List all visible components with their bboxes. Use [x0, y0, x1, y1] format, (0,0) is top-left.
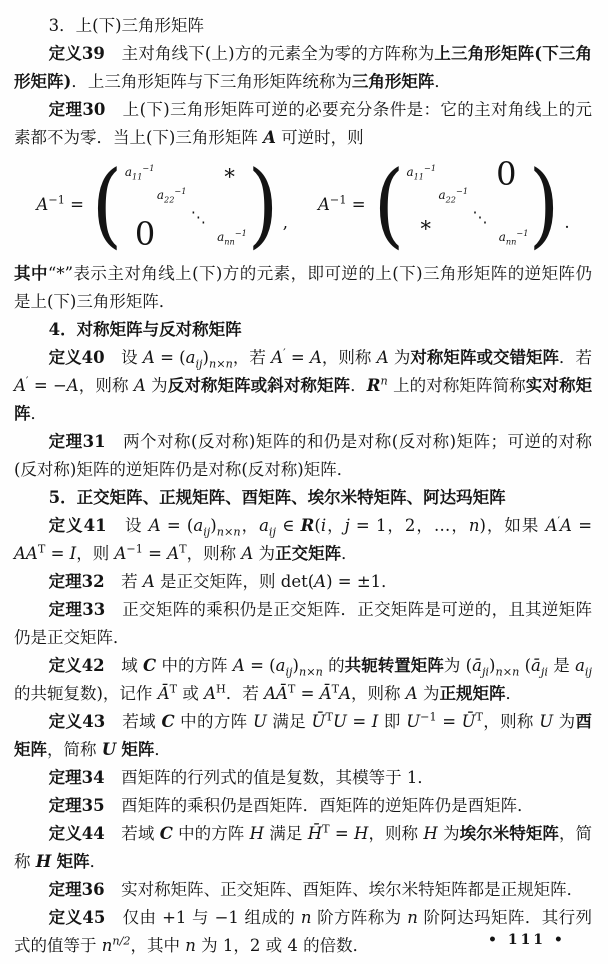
text-run: A — [204, 684, 217, 703]
text-run: 阶方阵称为 — [311, 908, 408, 927]
matrix-symbol: A — [36, 195, 49, 214]
text-run: A — [405, 684, 418, 703]
equals-sign: = — [64, 195, 84, 214]
text-run: T — [37, 542, 46, 556]
text-run: ．若 — [559, 348, 593, 367]
text-run: = — [285, 348, 310, 367]
text-run: ． — [350, 376, 367, 395]
theorem-35 — [14, 792, 592, 820]
theorem-33 — [14, 596, 592, 652]
text-run: 定理32 — [48, 572, 105, 591]
text-run: 两个对称(反对称)矩阵的和仍是对称(反对称)矩阵；可逆的对称(反对称)矩阵的逆矩阵仍是对称(反对称)矩阵． — [14, 432, 593, 479]
text-run: = — [571, 516, 593, 535]
theorem-36 — [14, 876, 592, 904]
text-run: C — [161, 712, 175, 731]
text-run: 满足 — [266, 712, 312, 731]
text-run: U — [101, 740, 117, 759]
text-run: 定义45 — [48, 908, 106, 927]
text-run: 可逆时，则 — [275, 128, 364, 147]
text-run: 为 — [437, 824, 460, 843]
text-run: “*”表示主对角线上(下)方的元素，即可逆的上(下)三角形矩阵的逆矩阵仍是上(下)三角形矩阵． — [14, 264, 593, 311]
text-run: = — [45, 544, 70, 563]
text-run: ji — [481, 665, 490, 679]
text-run: 主对角线下(上)方的元素全为零的方阵称为 — [104, 44, 435, 63]
close-paren: ) — [529, 151, 560, 258]
text-run: 矩阵 — [121, 740, 155, 759]
text-run: Ā — [319, 684, 332, 703]
text-run: ，则称 — [78, 376, 134, 395]
text-run: ，则称 — [321, 348, 377, 367]
text-run: 定理30 — [48, 100, 106, 119]
text-run: n/2 — [112, 934, 131, 948]
text-run: a — [275, 656, 286, 675]
formula-lhs: $A^{-1}$ = — [318, 193, 366, 214]
text-run: T — [322, 822, 330, 836]
text-run: A — [545, 516, 558, 535]
text-run: 定义39 — [48, 44, 105, 63]
text-run: = ( — [244, 656, 276, 675]
trailing-period: . — [564, 213, 570, 232]
matrix-entry-a11-inv: $a_{11}^{-1}$ — [124, 163, 155, 182]
text-run: n×n — [495, 665, 520, 679]
text-run: H — [249, 824, 265, 843]
text-run: H — [354, 824, 369, 843]
text-run: 若域 — [105, 712, 162, 731]
text-run: = ( — [160, 516, 194, 535]
text-run: 域 — [104, 656, 144, 675]
text-run: 矩阵 — [56, 852, 90, 871]
text-run: 设 — [106, 516, 149, 535]
text-run: 反对称矩阵或斜对称矩阵 — [167, 376, 351, 395]
theorem-31 — [14, 428, 592, 484]
text-run: ． — [154, 740, 171, 759]
text-run: A — [66, 376, 79, 395]
text-block-top — [14, 12, 592, 152]
text-run: n — [380, 374, 388, 388]
text-run: 定义40 — [48, 348, 105, 367]
text-run: 酉矩阵的行列式的值是复数，其模等于 1． — [104, 768, 434, 787]
text-run: ) — [210, 516, 217, 535]
text-run: A — [271, 348, 284, 367]
text-run: ij — [584, 665, 592, 679]
open-paren: ( — [91, 151, 123, 258]
open-paren: ( — [373, 151, 404, 258]
text-run: T — [325, 710, 333, 724]
lower-triangular-inverse-formula — [318, 151, 570, 258]
text-run: 定义42 — [48, 656, 105, 675]
text-run: 设 — [104, 348, 143, 367]
text-run: AA — [14, 544, 38, 563]
text-run: U — [252, 712, 267, 731]
text-run: 中的方阵 — [156, 656, 233, 675]
text-run: AĀ — [264, 684, 288, 703]
text-run: ，简称 — [14, 824, 592, 871]
close-paren: ) — [247, 151, 279, 258]
text-run: C — [143, 656, 157, 675]
text-run: A — [14, 376, 26, 395]
text-run: ij — [195, 357, 203, 371]
text-run: A — [560, 516, 572, 535]
matrix-entry-a22-inv: $a_{22}^{-1}$ — [438, 186, 469, 205]
matrix-entry-a11-inv: $a_{11}^{-1}$ — [406, 163, 437, 182]
text-run: ， — [240, 516, 260, 535]
text-run: 正交矩阵 — [275, 544, 342, 563]
text-run: 酉矩阵 — [14, 712, 592, 759]
text-run: = — [346, 712, 372, 731]
text-run: = — [436, 712, 462, 731]
text-run: 定义44 — [48, 824, 105, 843]
text-run: 若域 — [104, 824, 160, 843]
text-run: ． — [434, 72, 451, 91]
section-5-heading — [14, 484, 592, 512]
text-run: 其中 — [14, 264, 48, 283]
text-run: = 1，2，…， — [349, 516, 469, 535]
text-run: ij — [203, 525, 211, 539]
text-run: C — [159, 824, 173, 843]
theorem-30 — [14, 96, 592, 152]
text-run: 3．上(下)三角形矩阵 — [48, 16, 205, 35]
text-run: A — [241, 544, 254, 563]
text-run: 定理33 — [48, 600, 106, 619]
text-run: = ( — [154, 348, 186, 367]
star-block: * — [420, 217, 431, 241]
text-run: ，其中 — [130, 936, 186, 955]
text-run: a — [259, 516, 269, 535]
text-run: n — [407, 908, 418, 927]
text-run: U — [332, 712, 347, 731]
text-run: ij — [285, 665, 293, 679]
formula-lhs: $A^{-1}$ = — [36, 193, 84, 214]
text-run: 上三角形矩阵(下三角形矩阵) — [14, 44, 592, 91]
matrix-entry-ann-inv: $a_{nn}^{-1}$ — [217, 228, 247, 247]
text-run: ) = ±1． — [326, 572, 398, 591]
text-run: ，则称 — [186, 544, 242, 563]
text-run: A — [309, 348, 322, 367]
text-run: n×n — [208, 357, 233, 371]
text-run: A — [339, 684, 352, 703]
text-run: U — [539, 712, 554, 731]
text-run: I — [69, 544, 77, 563]
text-run: n — [468, 516, 480, 535]
text-run: 正交矩阵的乘积仍是正交矩阵．正交矩阵是可逆的，且其逆矩阵仍是正交矩阵． — [14, 600, 593, 647]
text-run: Ū — [311, 712, 326, 731]
text-run: ) — [489, 656, 496, 675]
text-run: 或 — [177, 684, 205, 703]
text-run: 三角形矩阵 — [351, 72, 435, 91]
text-run: 定义43 — [48, 712, 106, 731]
text-run: i — [320, 516, 327, 535]
text-run: 实对称矩阵、正交矩阵、酉矩阵、埃尔米特矩阵都是正规矩阵． — [104, 880, 584, 899]
text-run: = − — [28, 376, 67, 395]
text-run: 定理34 — [48, 768, 105, 787]
star-block: * — [224, 165, 235, 189]
section-3-heading — [14, 12, 592, 40]
text-run: T — [331, 682, 340, 696]
text-run: 共轭转置矩阵 — [344, 656, 444, 675]
text-run: 正规矩阵 — [439, 684, 506, 703]
text-run: R — [300, 516, 315, 535]
text-run: = — [295, 684, 320, 703]
text-run: a — [193, 516, 204, 535]
text-run: 仅由 +1 与 −1 组成的 — [105, 908, 301, 927]
trailing-comma: , — [282, 213, 288, 232]
equals-sign: = — [346, 195, 366, 214]
definition-42 — [14, 652, 592, 708]
text-run: ji — [540, 665, 548, 679]
matrix-entry-ann-inv: $a_{nn}^{-1}$ — [498, 228, 529, 247]
text-run: 上的对称矩阵简称 — [387, 376, 526, 395]
zero-block: 0 — [496, 155, 517, 193]
definition-40 — [14, 344, 592, 428]
text-run: 若 — [104, 572, 143, 591]
page-number: • 111 • — [488, 932, 566, 948]
text-run: ， — [326, 516, 345, 535]
section-4-heading — [14, 316, 592, 344]
text-run: n — [300, 908, 312, 927]
text-run: Ū — [461, 712, 476, 731]
text-run: = — [329, 824, 355, 843]
definition-43 — [14, 708, 592, 764]
text-run: −1 — [420, 710, 437, 724]
theorem-34 — [14, 764, 592, 792]
upper-triangular-inverse-formula — [36, 151, 288, 258]
text-run: 满足 — [264, 824, 308, 843]
text-run: ，若 — [232, 348, 272, 367]
text-run: 定理31 — [48, 432, 106, 451]
text-run: 即 — [378, 712, 407, 731]
text-run: 上(下)三角形矩阵可逆的必要充分条件是：它的主对角线上的元素都不为零．当上(下)三角形矩阵 — [14, 100, 592, 147]
matrix-body-left — [124, 161, 247, 253]
text-run: ，简称 — [47, 740, 102, 759]
text-run: 中的方阵 — [172, 824, 250, 843]
text-run: A — [148, 516, 161, 535]
text-run: 为 — [388, 348, 411, 367]
text-run: ，则称 — [351, 684, 406, 703]
text-run: T — [287, 682, 296, 696]
text-run: ) — [202, 348, 209, 367]
text-run: ( — [314, 516, 321, 535]
text-run: A — [263, 128, 276, 147]
matrix-entry-a22-inv: $a_{22}^{-1}$ — [156, 186, 187, 205]
text-run: 为 — [417, 684, 440, 703]
zero-block: 0 — [134, 215, 156, 253]
text-run: 为 — [145, 376, 168, 395]
text-run: 5．正交矩阵、正规矩阵、酉矩阵、埃尔米特矩阵、阿达玛矩阵 — [48, 488, 506, 507]
text-run: 对称矩阵或交错矩阵 — [410, 348, 560, 367]
text-run: ．若 — [225, 684, 265, 703]
text-run: ′ — [283, 346, 286, 360]
text-run: T — [179, 542, 187, 556]
text-run: 为 — [553, 712, 576, 731]
text-run: A — [314, 572, 327, 591]
text-run: ā — [531, 656, 541, 675]
text-run: T — [475, 710, 483, 724]
text-run: 埃尔米特矩阵 — [459, 824, 559, 843]
text-run: 是 — [547, 656, 576, 675]
text-run: 4．对称矩阵与反对称矩阵 — [48, 320, 242, 339]
text-run: n — [185, 936, 196, 955]
text-run: A — [142, 572, 155, 591]
text-run: ( — [519, 656, 532, 675]
text-run: 中的方阵 — [174, 712, 253, 731]
text-run: 实对称矩阵 — [14, 376, 593, 423]
text-run: −1 — [126, 542, 143, 556]
text-run: 的共轭复数)，记作 — [14, 684, 158, 703]
text-run: ． — [30, 404, 47, 423]
text-run: 的 — [322, 656, 345, 675]
text-run: 定义41 — [48, 516, 107, 535]
text-run: 是正交矩阵，则 det( — [154, 572, 315, 591]
text-run: A — [167, 544, 180, 563]
text-run: H — [216, 682, 226, 696]
text-run: 为 — [253, 544, 276, 563]
text-run: a — [575, 656, 585, 675]
matrix-body-right — [406, 155, 529, 249]
text-run: H — [35, 852, 52, 871]
text-run: ) — [292, 656, 299, 675]
text-run: ij — [268, 525, 276, 539]
text-run: ． — [505, 684, 522, 703]
text-run: ． — [89, 852, 107, 871]
text-run: ，则称 — [482, 712, 540, 731]
text-run: 定理36 — [48, 880, 105, 899]
text-run: ，则称 — [368, 824, 424, 843]
text-run: Ā — [157, 684, 170, 703]
text-run: H — [423, 824, 438, 843]
text-run: n×n — [216, 525, 241, 539]
diagonal-dots: ⋱ — [190, 208, 208, 226]
text-run: )，如果 — [479, 516, 546, 535]
text-run: n — [101, 936, 113, 955]
text-run: U — [406, 712, 421, 731]
text-run: ，则 — [76, 544, 115, 563]
definition-44 — [14, 820, 592, 876]
text-run: ′ — [25, 374, 29, 388]
text-run: = — [142, 544, 168, 563]
text-run: ∈ — [275, 516, 301, 535]
text-run: R — [366, 376, 381, 395]
text-run: a — [185, 348, 196, 367]
text-run: A — [133, 376, 146, 395]
text-run: ．上三角形矩阵与下三角形矩阵统称为 — [71, 72, 352, 91]
text-run: A — [114, 544, 127, 563]
text-run: T — [169, 682, 178, 696]
text-run: 酉矩阵的乘积仍是酉矩阵．酉矩阵的逆矩阵仍是酉矩阵． — [104, 796, 534, 815]
text-run: n×n — [298, 665, 323, 679]
text-run: I — [371, 712, 379, 731]
text-run: ā — [472, 656, 482, 675]
text-run: A — [232, 656, 245, 675]
text-run: A — [376, 348, 389, 367]
text-run: A — [142, 348, 155, 367]
text-run: ′ — [557, 514, 561, 528]
theorem-32 — [14, 568, 592, 596]
star-note — [14, 260, 592, 316]
text-run: 阶阿达玛矩阵．其行列式的值等于 — [14, 908, 593, 955]
definition-41 — [14, 512, 592, 568]
definition-39 — [14, 40, 592, 96]
text-run: ． — [341, 544, 358, 563]
text-run: H̄ — [307, 824, 323, 843]
text-block-bottom — [14, 260, 592, 960]
text-run: 定理35 — [48, 796, 105, 815]
diagonal-dots: ⋱ — [472, 208, 490, 226]
text-run: 为 1，2 或 4 的倍数． — [195, 936, 370, 955]
inverse-matrix-formulas — [14, 153, 592, 257]
matrix-symbol: A — [318, 195, 330, 214]
text-run: 为 ( — [443, 656, 473, 675]
text-run: j — [344, 516, 350, 535]
